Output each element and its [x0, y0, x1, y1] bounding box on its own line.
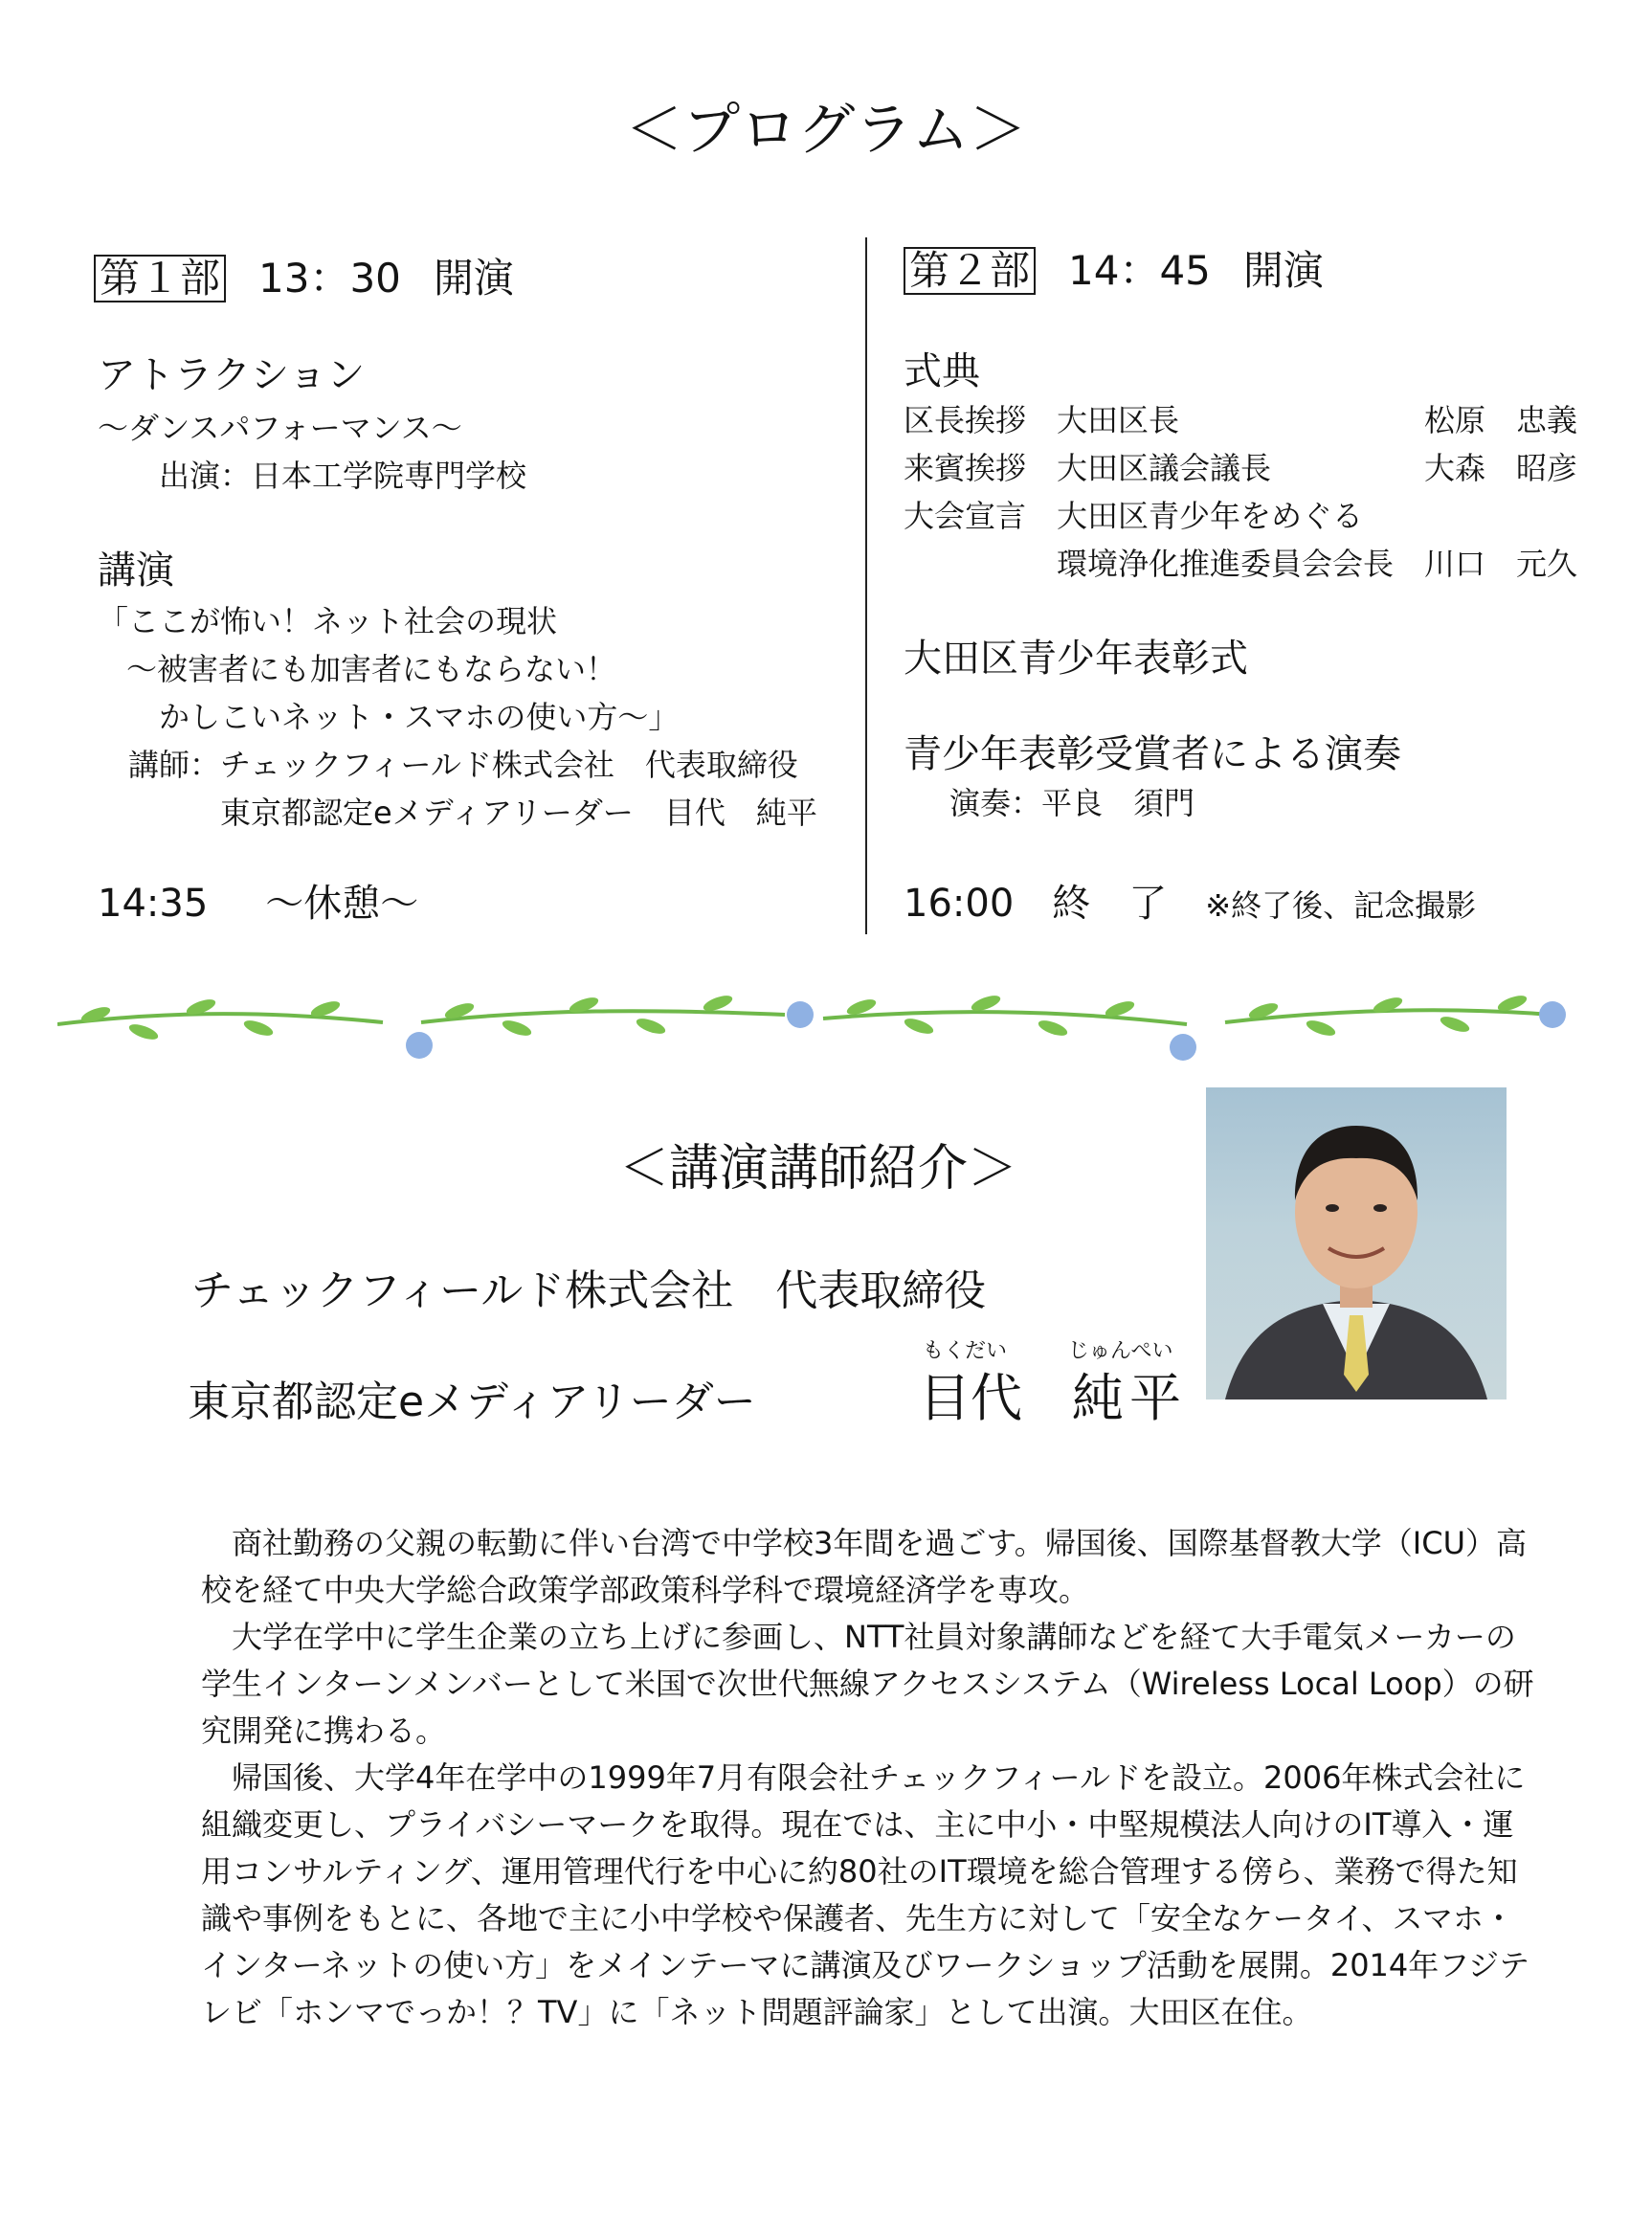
vine-divider [57, 986, 1589, 1072]
page-title: ＜プログラム＞ [625, 97, 1027, 164]
bio-paragraph: 大学在学中に学生企業の立ち上げに参画し、NTT社員対象講師などを経て大手電気メーカーの学生インターンメンバーとして米国で次世代無線アクセスシステム（Wireless Local Loop）の研究開発に携わる。 [201, 1619, 1534, 1749]
speaker-section-title-text: ＜講演講師紹介＞ [618, 1140, 1017, 1198]
part2-time: 14：45 [1068, 247, 1211, 294]
ceremony-title: 大田区長 [1057, 402, 1180, 438]
break-time: 14:35 [98, 882, 209, 926]
performance-performer: 演奏：平良 須門 [949, 785, 1195, 821]
ceremony-title: 大田区青少年をめぐる [1057, 498, 1364, 534]
attraction-heading: アトラクション [98, 353, 366, 397]
speaker-family-name: 目代 [919, 1368, 1022, 1428]
award-heading: 大田区青少年表彰式 [904, 637, 1248, 681]
ceremony-role: 大会宣言 [904, 498, 1027, 534]
lecture-title-line1: 「ここが怖い！ネット社会の現状 [98, 603, 558, 639]
bio-paragraph: 帰国後、大学4年在学中の1999年7月有限会社チェックフィールドを設立。2006年株式会社に組織変更し、プライバシーマークを取得。現在では、主に中小・中堅規模法人向けのIT導入・運用コンサルティング、運用管理代行を中心に約80社のIT環境を総合管理する傍ら、業務で得た知識や事例をもとに、各地で主に小中学校や保護者、先生方に対して「安全なケータイ、スマホ・インターネットの使い方」をメインテーマに講演及びワークショップ活動を展開。2014年フジテレビ「ホンマでっか！？TV」に「ネット問題評論家」として出演。大田区在住。 [201, 1759, 1529, 2030]
bio-paragraph: 商社勤務の父親の転勤に伴い台湾で中学校3年間を過ごす。帰国後、国際基督教大学（ICU）高校を経て中央大学総合政策学部政策科学科で環境経済学を専攻。 [201, 1525, 1528, 1608]
lecture-title-line3: かしこいネット・スマホの使い方～」 [159, 699, 680, 735]
end-label: 終 了 [1052, 882, 1168, 926]
ceremony-title: 大田区議会議長 [1057, 450, 1272, 486]
ceremony-role: 区長挨拶 [904, 402, 1027, 438]
given-name-ruby: じゅんぺい [1068, 1339, 1173, 1363]
lecturer-line2: 東京都認定eメディアリーダー 目代 純平 [220, 795, 817, 831]
speaker-bio [201, 1520, 1541, 2036]
ceremony-heading: 式典 [904, 349, 980, 393]
part1-time: 13：30 [258, 255, 401, 302]
end-time: 16:00 [904, 882, 1015, 926]
speaker-company: チェックフィールド株式会社 代表取締役 [191, 1266, 987, 1315]
ceremony-title: 環境浄化推進委員会会長 [1057, 546, 1395, 582]
speaker-photo [1206, 1087, 1507, 1399]
speaker-given-name: 純平 [1072, 1368, 1187, 1428]
end-row [904, 873, 1476, 928]
ceremony-row [904, 444, 1593, 486]
ceremony-name: 川口 元久 [1424, 546, 1578, 582]
lecture-heading: 講演 [98, 549, 174, 593]
column-divider [865, 237, 867, 934]
lecture-title-line2: ～被害者にも加害者にもならない！ [126, 651, 617, 687]
performance-heading: 青少年表彰受賞者による演奏 [904, 732, 1401, 776]
ceremony-row [904, 396, 1593, 438]
attraction-sub: ～ダンスパフォーマンス～ [98, 410, 462, 446]
family-name-ruby: もくだい [923, 1339, 1008, 1363]
part2-header [904, 239, 1324, 297]
ceremony-name: 大森 昭彦 [1424, 450, 1578, 486]
ceremony-role: 来賓挨拶 [904, 450, 1027, 486]
break-row [98, 873, 418, 928]
break-label: ～休憩～ [265, 882, 419, 926]
speaker-portrait-illustration [1206, 1087, 1507, 1399]
lecturer-line1: 講師：チェックフィールド株式会社 代表取締役 [128, 747, 798, 783]
part1-label: 第１部 [94, 255, 226, 302]
speaker-role: 東京都認定eメディアリーダー [188, 1377, 756, 1426]
attraction-performer: 出演：日本工学院専門学校 [159, 458, 527, 494]
part2-status: 開演 [1242, 247, 1324, 294]
part1-status: 開演 [433, 255, 514, 302]
end-note: ※終了後、記念撮影 [1205, 887, 1477, 924]
part2-label: 第２部 [904, 247, 1036, 295]
part1-header [94, 247, 514, 304]
ceremony-row [904, 492, 1593, 534]
ceremony-name: 松原 忠義 [1424, 402, 1578, 438]
ceremony-row [904, 540, 1593, 582]
